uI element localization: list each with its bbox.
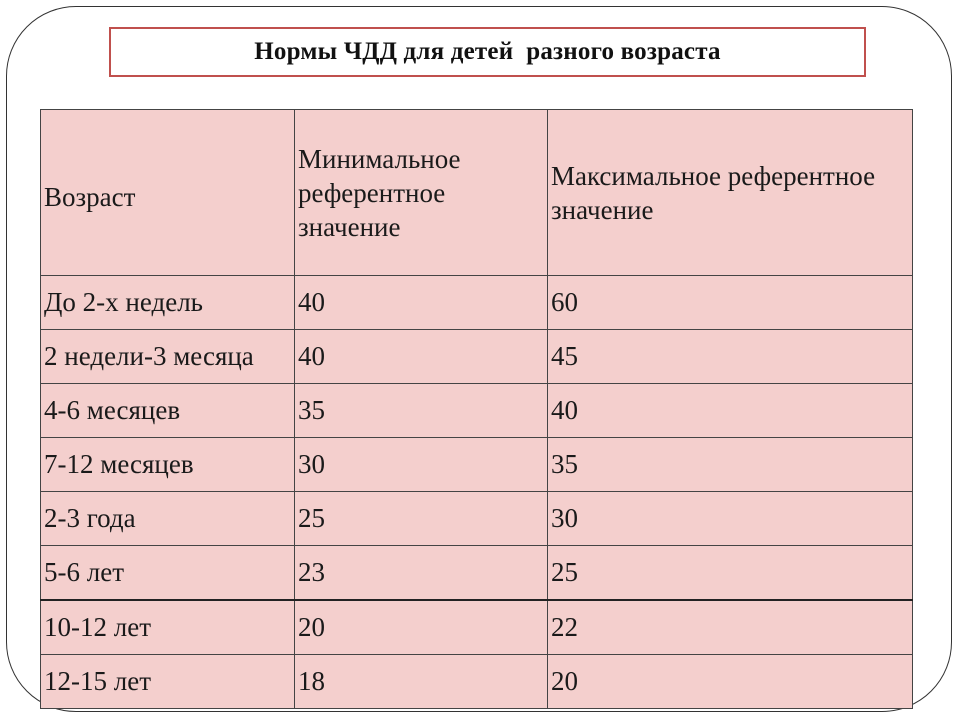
cell-age: 2-3 года [41,492,295,546]
table-row [41,438,913,492]
cell-min: 25 [295,492,548,546]
cell-min: 40 [295,276,548,330]
table-row [41,546,913,601]
cell-age: 7-12 месяцев [41,438,295,492]
title-box [109,27,866,77]
cell-min: 20 [295,600,548,655]
cell-age: До 2-х недель [41,276,295,330]
table-header-row [41,110,913,276]
table-row [41,655,913,709]
respiratory-rate-norms-table [40,109,913,709]
cell-max: 40 [548,384,913,438]
table-row [41,330,913,384]
page-title: Нормы ЧДД для детей разного возраста [254,38,721,65]
cell-age: 10-12 лет [41,600,295,655]
cell-max: 35 [548,438,913,492]
cell-max: 25 [548,546,913,601]
table-row [41,384,913,438]
table-row [41,276,913,330]
cell-min: 23 [295,546,548,601]
cell-max: 45 [548,330,913,384]
header-age: Возраст [41,110,295,276]
cell-max: 30 [548,492,913,546]
header-max-value: Максимальное референтное значение [548,110,913,276]
header-min-value: Минимальное референтное значение [295,110,548,276]
cell-max: 60 [548,276,913,330]
cell-age: 5-6 лет [41,546,295,601]
cell-max: 22 [548,600,913,655]
cell-min: 40 [295,330,548,384]
cell-min: 30 [295,438,548,492]
cell-age: 4-6 месяцев [41,384,295,438]
cell-age: 2 недели-3 месяца [41,330,295,384]
table-row [41,492,913,546]
cell-min: 35 [295,384,548,438]
cell-min: 18 [295,655,548,709]
cell-max: 20 [548,655,913,709]
cell-age: 12-15 лет [41,655,295,709]
table-row [41,600,913,655]
